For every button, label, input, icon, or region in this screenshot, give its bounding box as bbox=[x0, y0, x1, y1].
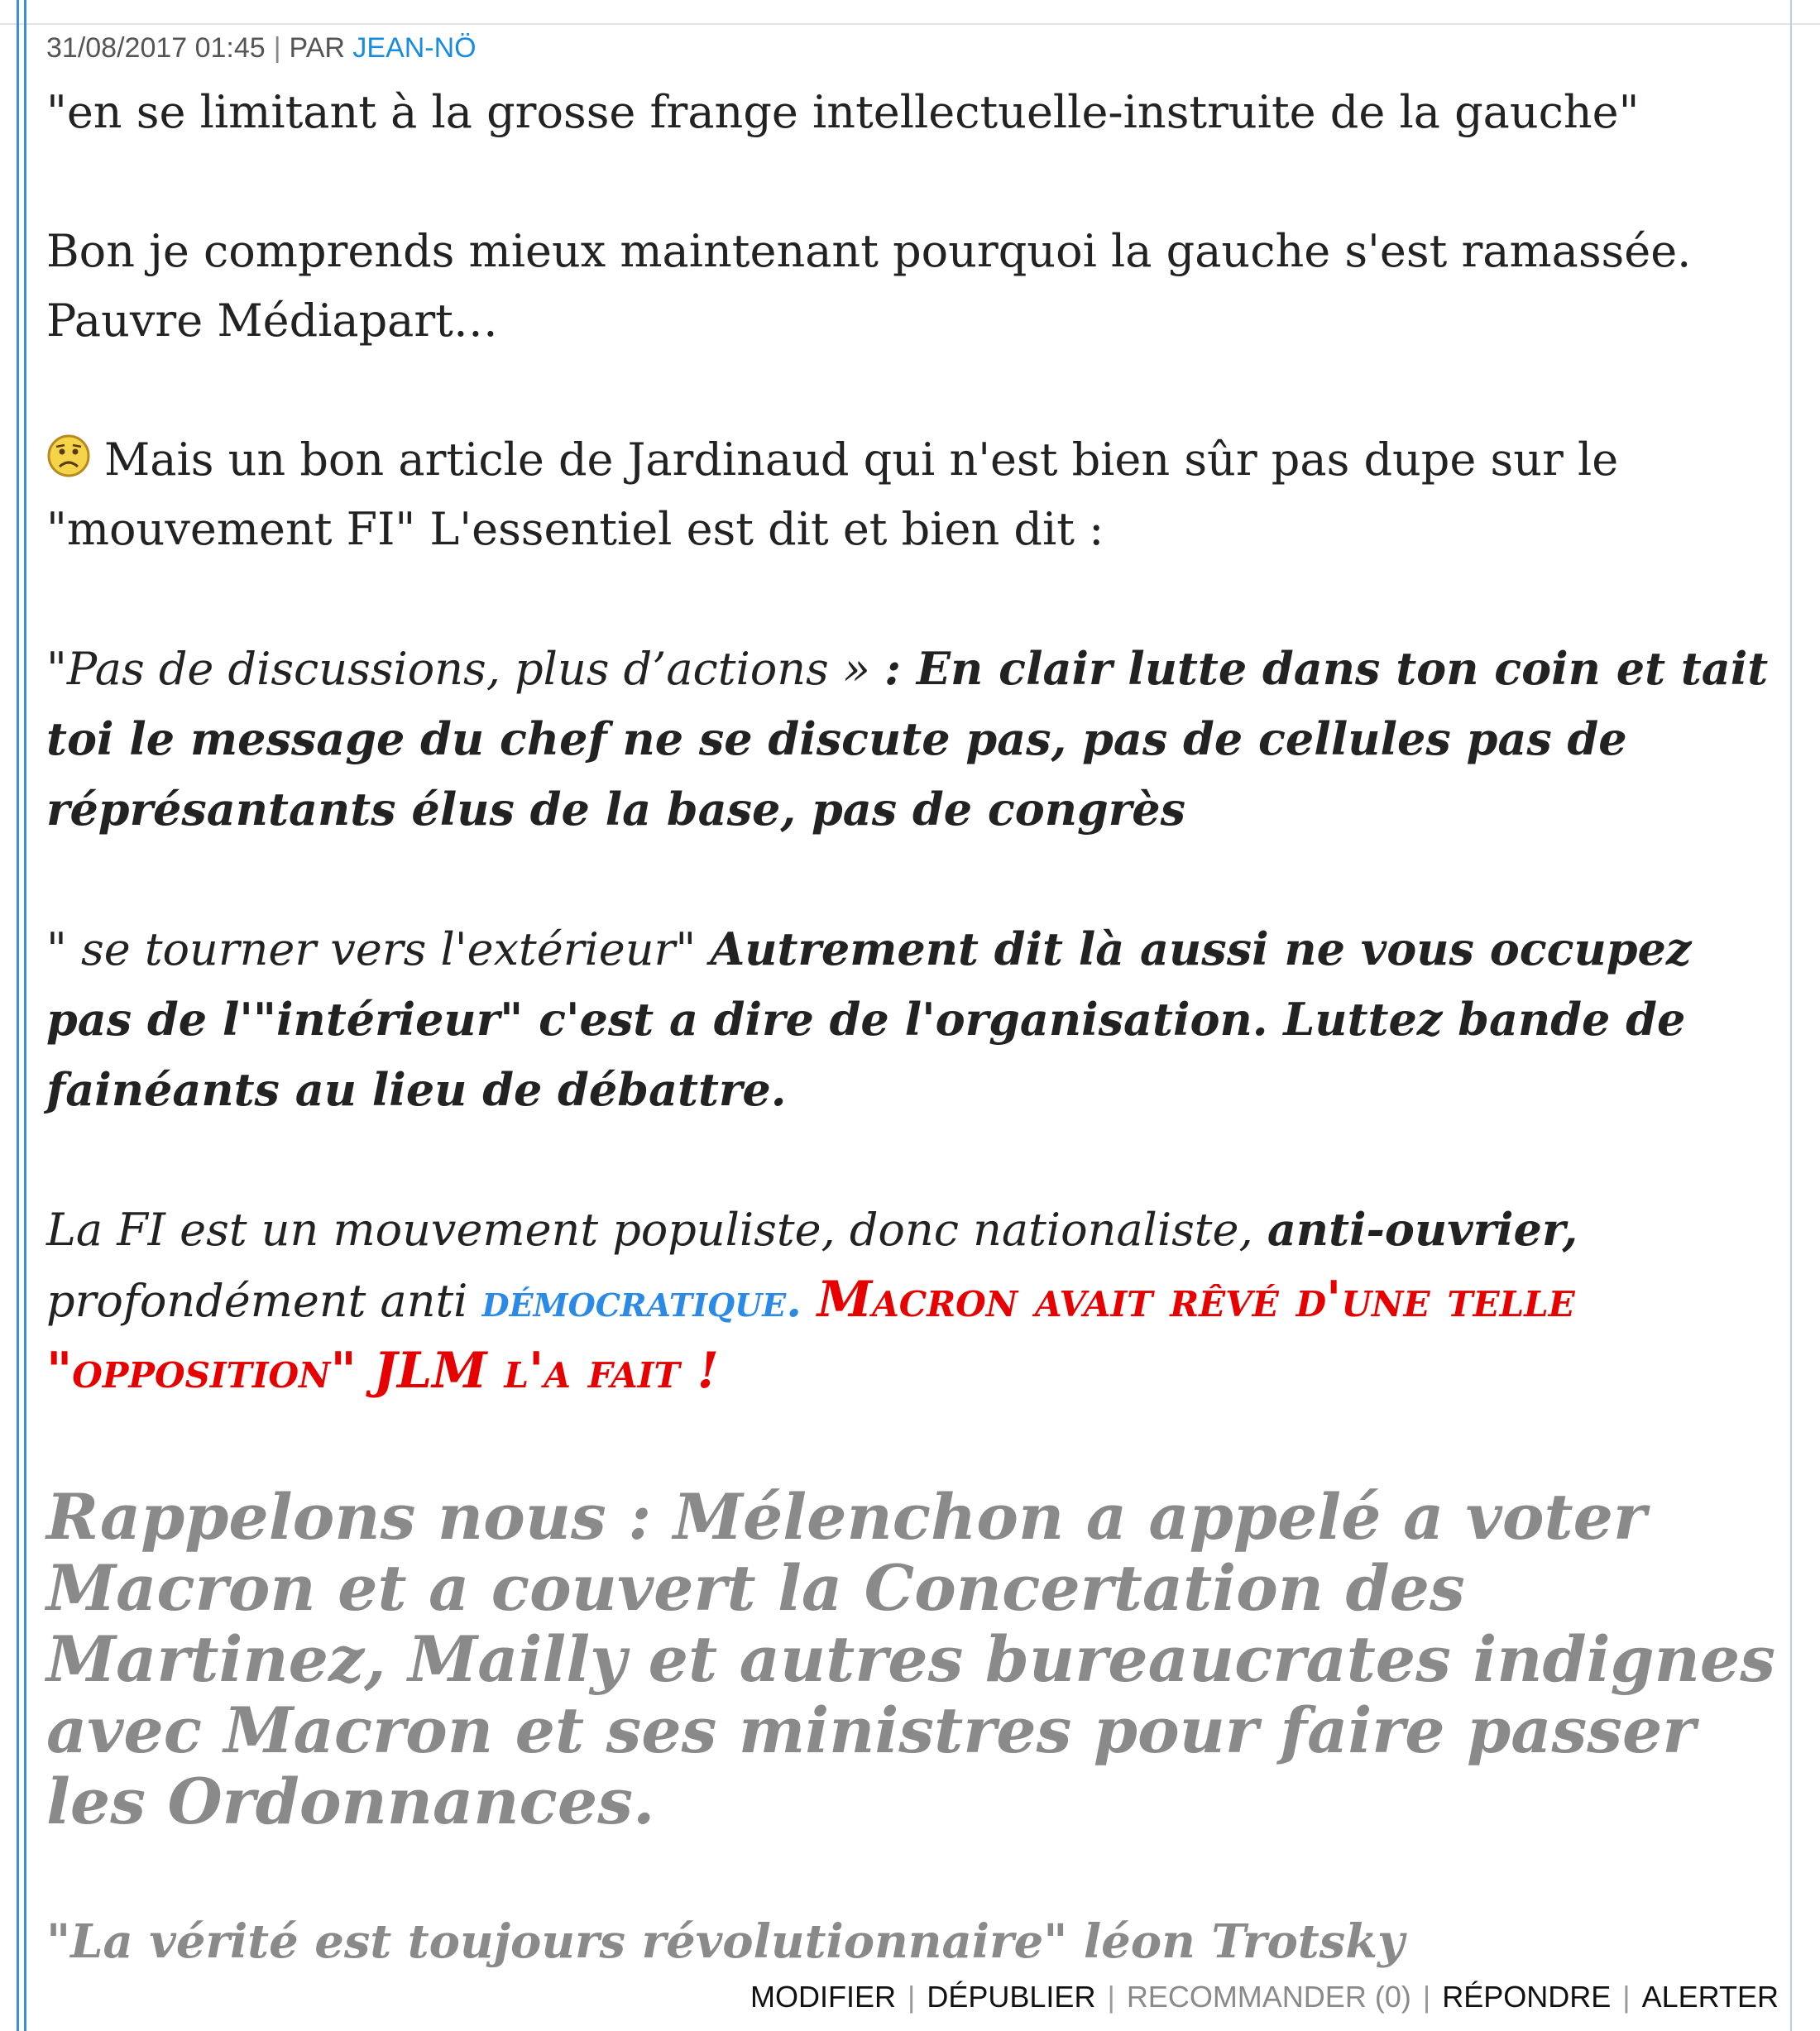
paragraph-6-a: La FI est un mouvement populiste, donc nationaliste, bbox=[46, 1204, 1267, 1256]
thread-line-outer bbox=[17, 0, 19, 2031]
recommander-label: RECOMMANDER bbox=[1126, 1980, 1367, 2014]
paragraph-5-italic: " se tourner vers l'extérieur" bbox=[46, 923, 711, 975]
paragraph-quote: "en se limitant à la grosse frange intellectuelle-instruite de la gauche" bbox=[46, 86, 1640, 138]
paragraph-6-democratique: démocratique bbox=[481, 1274, 787, 1327]
thread-line-inner bbox=[24, 0, 26, 2031]
recommander-count: (0) bbox=[1374, 1980, 1411, 2014]
depublier-link[interactable]: DÉPUBLIER bbox=[927, 1980, 1096, 2014]
recommander-link[interactable] bbox=[1127, 1980, 1411, 2014]
repondre-link[interactable]: RÉPONDRE bbox=[1442, 1980, 1612, 2014]
paragraph-2: Bon je comprends mieux maintenant pourquoi la gauche s'est ramassée. Pauvre Médiapart… bbox=[46, 225, 1692, 347]
paragraph-4-bold: : En clair lutte dans ton coin et tait toi le message du chef ne se discute pas, pas de cellules pas de réprésantants élus de la base, pas de congrès bbox=[46, 642, 1769, 836]
action-separator: | bbox=[1622, 1980, 1631, 2014]
paragraph-6-b: anti-ouvrier, bbox=[1267, 1203, 1578, 1256]
paragraph-6-c: profondément anti bbox=[46, 1275, 482, 1327]
paragraph-4 bbox=[46, 634, 1779, 845]
by-label: PAR bbox=[289, 32, 345, 64]
comment bbox=[46, 30, 1779, 1976]
author-link[interactable]: JEAN-NÖ bbox=[352, 32, 477, 64]
comment-right-border bbox=[1790, 0, 1792, 2031]
paragraph-5-bold: Autrement dit là aussi ne vous occupez pas de l'"intérieur" c'est a dire de l'organisation. Luttez bande de fainéants au lieu de débattre. bbox=[46, 922, 1692, 1116]
sad-face-icon bbox=[46, 429, 91, 473]
paragraph-8-quote: "La vérité est toujours révolutionnaire" léon Trotsky bbox=[46, 1914, 1405, 1969]
paragraph-4-italic: "Pas de discussions, plus d’actions » bbox=[46, 643, 885, 695]
paragraph-3 bbox=[46, 425, 1779, 564]
comment-actions bbox=[720, 1980, 1779, 2014]
paragraph-6-red: Macron avait rêvé d'une telle "opposition" JLM l'a fait ! bbox=[46, 1271, 1575, 1400]
paragraph-3-text: Mais un bon article de Jardinaud qui n'est bien sûr pas dupe sur le "mouvement FI" L'essentiel est dit et bien dit : bbox=[46, 434, 1619, 555]
comment-meta bbox=[46, 30, 1779, 66]
action-separator: | bbox=[1422, 1980, 1431, 2014]
alerter-link[interactable]: ALERTER bbox=[1641, 1980, 1779, 2014]
paragraph-7-headline: Rappelons nous : Mélenchon a appelé a voter Macron et a couvert la Concertation des Martinez, Mailly et autres bureaucrates indignes avec Macron et ses ministres pour faire passer les Ordonnances. bbox=[46, 1480, 1776, 1838]
action-separator: | bbox=[908, 1980, 916, 2014]
paragraph-5 bbox=[46, 914, 1779, 1125]
action-separator: | bbox=[1107, 1980, 1115, 2014]
comment-date: 31/08/2017 01:45 bbox=[46, 32, 266, 64]
modifier-link[interactable]: MODIFIER bbox=[750, 1980, 897, 2014]
paragraph-6 bbox=[46, 1195, 1779, 1407]
meta-separator: | bbox=[273, 32, 281, 64]
paragraph-6-dot: . bbox=[786, 1274, 817, 1327]
top-divider bbox=[0, 0, 1820, 25]
